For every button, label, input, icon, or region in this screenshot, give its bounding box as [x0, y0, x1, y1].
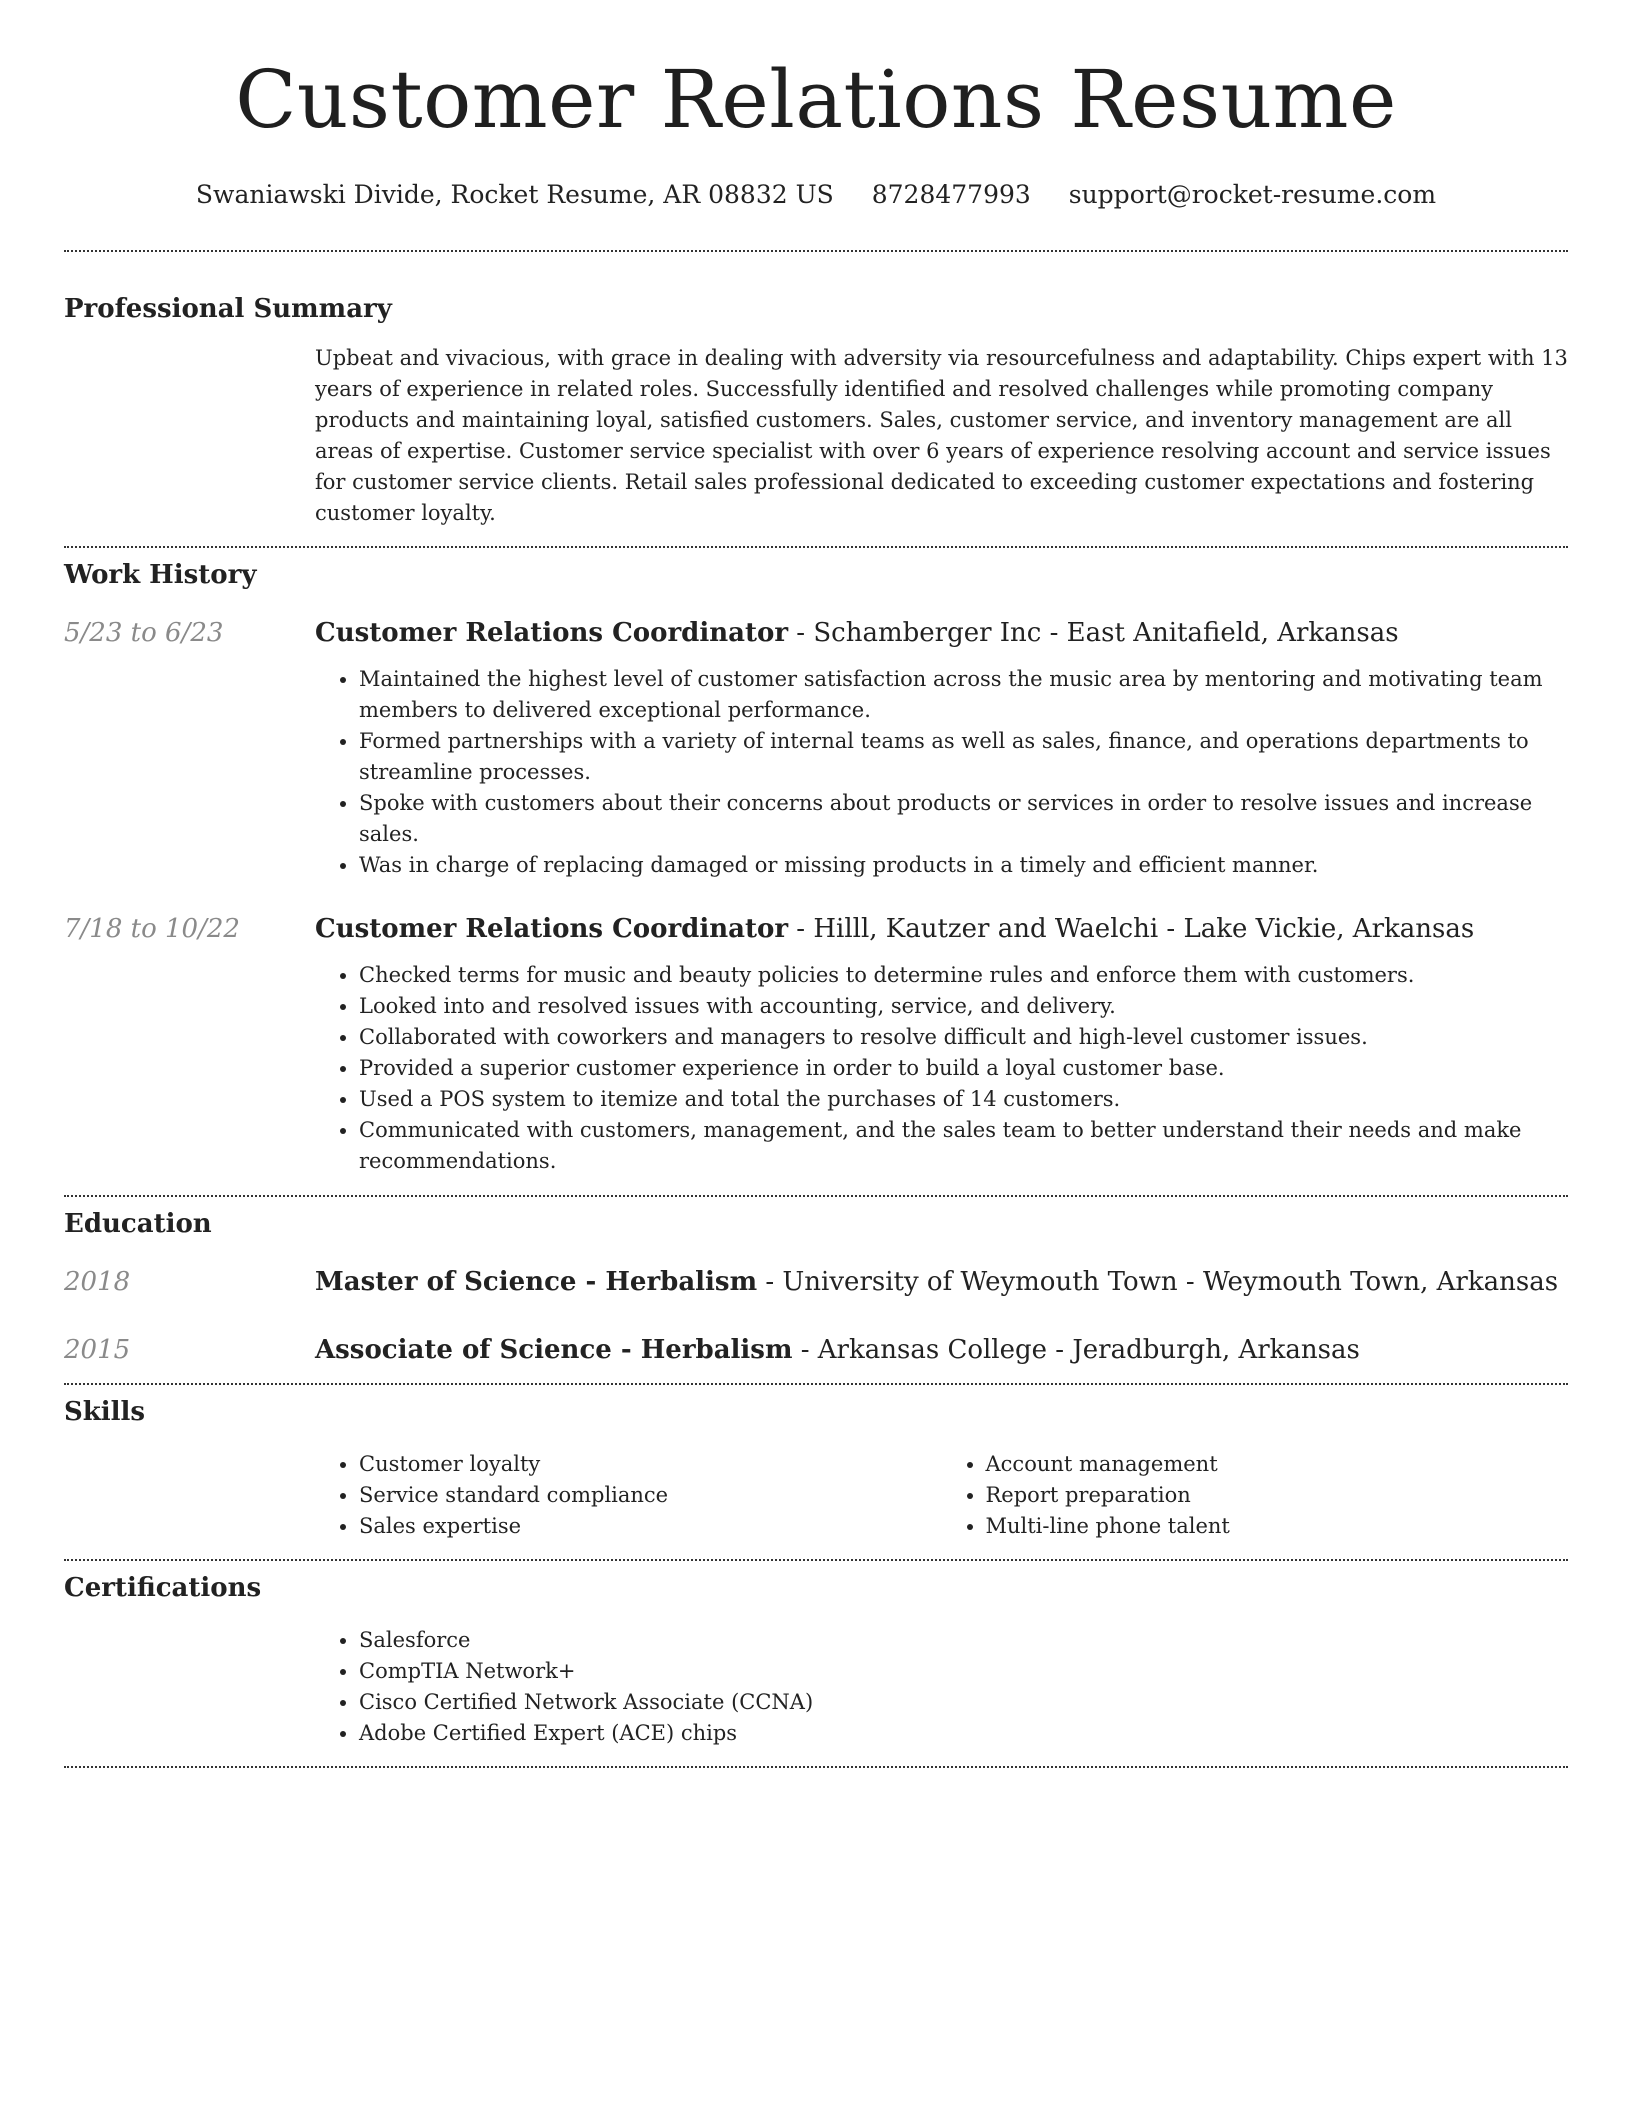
education-heading-line [315, 1265, 1568, 1299]
job-title: Customer Relations Coordinator [315, 618, 789, 648]
education-details: - Arkansas College - Jeradburgh, Arkansas [792, 1335, 1360, 1365]
list-item: • Used a POS system to itemize and total the purchases of 14 customers. [359, 1084, 1568, 1115]
list-item: • Maintained the highest level of customer satisfaction across the music area by mentoring and motivating team members to delivered exceptional performance. [359, 664, 1568, 726]
skills-section [64, 1395, 1568, 1542]
section-divider [64, 1559, 1568, 1561]
job-entry [64, 912, 1568, 1177]
skills-list [315, 1449, 1568, 1542]
education-heading-line [315, 1333, 1568, 1367]
contact-info [64, 178, 1568, 212]
section-divider [64, 250, 1568, 252]
summary-text: Upbeat and vivacious, with grace in dealing with adversity via resourcefulness and adaptability. Chips expert with 13 years of experience in related roles. Successfully identified and resolved challenges while promoting company products and maintaining loyal, satisfied customers. Sales, customer service, and inventory management are all areas of expertise. Customer service specialist with over 6 years of experience resolving account and service issues for customer service clients. Retail sales professional dedicated to exceeding customer expectations and fostering customer loyalty. [315, 346, 1568, 525]
education-entry [64, 1333, 1568, 1367]
education-details: - University of Weymouth Town - Weymouth Town, Arkansas [757, 1267, 1559, 1297]
section-divider [64, 1383, 1568, 1385]
job-details: - Hilll, Kautzer and Waelchi - Lake Vickie, Arkansas [788, 914, 1475, 944]
job-title: Customer Relations Coordinator [315, 914, 789, 944]
job-heading [315, 912, 1568, 946]
list-item: • Provided a superior customer experience in order to build a loyal customer base. [359, 1053, 1568, 1084]
list-item: • Was in charge of replacing damaged or missing products in a timely and efficient manner. [359, 850, 1568, 881]
certifications-list [315, 1625, 1568, 1749]
list-item: • Salesforce [359, 1625, 1568, 1656]
job-bullets [315, 664, 1568, 881]
education-degree: Master of Science - Herbalism [315, 1267, 758, 1297]
section-divider [64, 1195, 1568, 1197]
list-item: • Account management [986, 1449, 1569, 1480]
list-item: • Formed partnerships with a variety of internal teams as well as sales, finance, and operations departments to streamline processes. [359, 726, 1568, 788]
education-heading: Education [64, 1209, 212, 1239]
job-dates: 5/23 to 6/23 [64, 618, 224, 648]
list-item: • Checked terms for music and beauty policies to determine rules and enforce them with customers. [359, 960, 1568, 991]
certifications-heading: Certifications [64, 1573, 262, 1603]
education-section [64, 1207, 1568, 1367]
list-item: • Collaborated with coworkers and managers to resolve difficult and high-level customer issues. [359, 1022, 1568, 1053]
contact-phone: 8728477993 [871, 180, 1031, 209]
list-item: • Service standard compliance [359, 1480, 942, 1511]
contact-address: Swaniawski Divide, Rocket Resume, AR 08832 US [195, 180, 834, 209]
list-item: • Adobe Certified Expert (ACE) chips [359, 1718, 1568, 1749]
education-year: 2015 [64, 1335, 131, 1365]
skills-column-right [942, 1449, 1569, 1542]
list-item: • Customer loyalty [359, 1449, 942, 1480]
section-divider [64, 546, 1568, 548]
work-history-heading: Work History [64, 560, 257, 590]
section-divider [64, 1766, 1568, 1768]
education-entry [64, 1265, 1568, 1299]
list-item: • Communicated with customers, management, and the sales team to better understand their needs and make recommendations. [359, 1115, 1568, 1177]
work-history-section [64, 558, 1568, 1177]
list-item: • Looked into and resolved issues with accounting, service, and delivery. [359, 991, 1568, 1022]
job-dates: 7/18 to 10/22 [64, 914, 240, 944]
list-item: • CompTIA Network+ [359, 1656, 1568, 1687]
job-bullets [315, 960, 1568, 1177]
certifications-section [64, 1571, 1568, 1749]
education-degree: Associate of Science - Herbalism [315, 1335, 793, 1365]
skills-column-left [315, 1449, 942, 1542]
list-item: • Sales expertise [359, 1511, 942, 1542]
education-year: 2018 [64, 1267, 131, 1297]
job-heading [315, 616, 1568, 650]
job-entry [64, 616, 1568, 881]
skills-heading: Skills [64, 1397, 146, 1427]
contact-email: support@rocket-resume.com [1068, 180, 1437, 209]
page-title: Customer Relations Resume [235, 53, 1397, 146]
list-item: • Cisco Certified Network Associate (CCNA) [359, 1687, 1568, 1718]
job-details: - Schamberger Inc - East Anitafield, Arkansas [788, 618, 1399, 648]
list-item: • Spoke with customers about their concerns about products or services in order to resolve issues and increase sales. [359, 788, 1568, 850]
summary-content [315, 343, 1568, 529]
summary-heading: Professional Summary [64, 294, 392, 324]
summary-section [64, 292, 1568, 529]
list-item: • Multi-line phone talent [986, 1511, 1569, 1542]
list-item: • Report preparation [986, 1480, 1569, 1511]
